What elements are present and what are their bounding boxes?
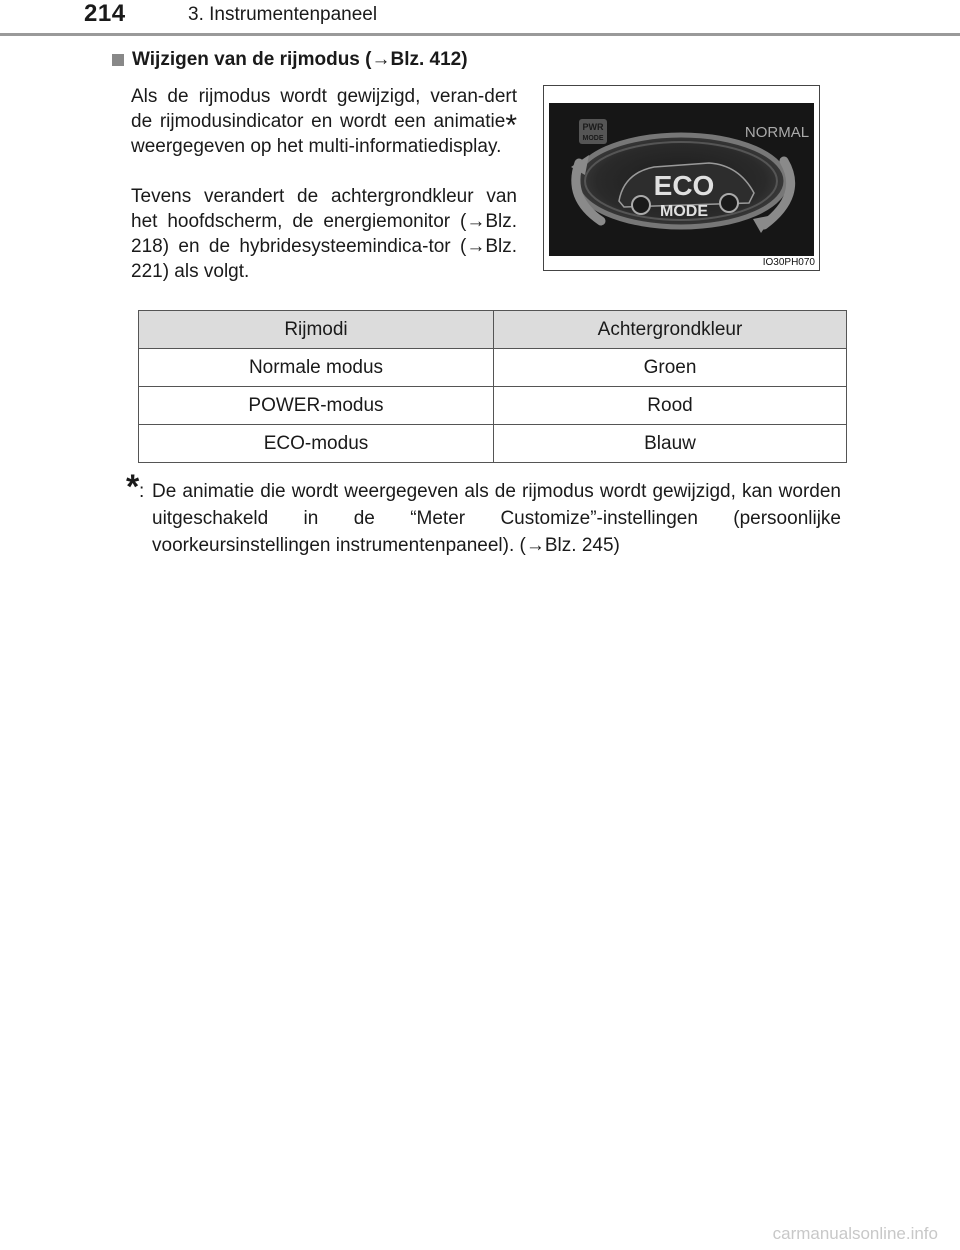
watermark: carmanualsonline.info [772,1224,938,1243]
square-bullet-icon [112,54,124,66]
table-cell-color: Groen [494,349,847,387]
section-heading-text: Wijzigen van de rijmodus (→Blz. 412) [132,49,468,70]
figure-code: IO30PH070 [762,257,815,268]
pwr-mode-label: MODE [582,135,604,142]
footnote-colon: : [139,481,145,502]
chapter-title: 3. Instrumentenpaneel [188,4,378,25]
table-row [139,349,847,387]
paragraph-text-end: weergegeven op het multi-informatiedisplay. [131,136,502,157]
column-header-driving-mode: Rijmodi [139,311,494,349]
eco-label: ECO [653,170,715,201]
table-cell-color: Rood [494,387,847,425]
header-rule [0,33,960,36]
table-row [139,425,847,463]
section-heading [112,49,468,71]
normal-label: NORMAL [744,124,810,141]
eco-mode-display-figure [543,85,820,271]
footnote [126,468,841,559]
table-header-row [139,311,847,349]
paragraph-background-color: Tevens verandert de achtergrondkleur van het hoofdscherm, de energiemonitor (→Blz. 218) en de hybridesysteemindica-tor (→Blz. 221) als volgt. [131,186,517,282]
driving-mode-color-table [138,310,847,463]
table-cell-mode: Normale modus [139,349,494,387]
eco-mode-display-illustration [549,103,814,256]
table-cell-mode: POWER-modus [139,387,494,425]
footnote-mark: * [126,468,140,506]
pwr-label: PWR [582,122,604,132]
footnote-reference-mark: * [505,109,517,142]
page-number: 214 [84,0,126,27]
table-row [139,387,847,425]
paragraph-text-start: Als de rijmodus wordt gewijzigd, veran-dert de rijmodusindicator en wordt een animatie [131,86,517,132]
paragraph-mode-change [131,84,517,159]
column-header-background-color: Achtergrondkleur [494,311,847,349]
eco-mode-label: MODE [660,203,708,220]
page-header [0,0,960,40]
table-cell-color: Blauw [494,425,847,463]
footnote-text: De animatie die wordt weergegeven als de rijmodus wordt gewijzigd, kan worden uitgeschakeld in de “Meter Customize”-instellingen (persoonlijke voorkeursinstellingen instrumentenpaneel). (→Blz. 245) [152,481,841,556]
table-cell-mode: ECO-modus [139,425,494,463]
